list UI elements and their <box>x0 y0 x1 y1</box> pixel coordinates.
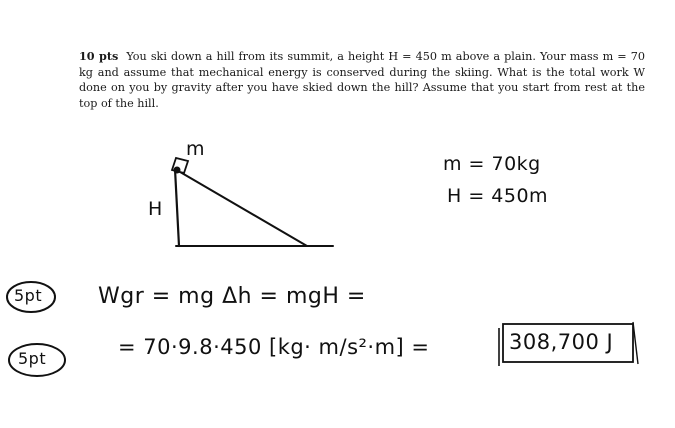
slope-line <box>175 169 307 246</box>
height-label: H <box>148 198 163 220</box>
grade-mark-1: 5pt <box>14 286 43 305</box>
given-mass: m = 70kg <box>443 153 541 175</box>
problem-points: 10 pts <box>79 49 119 63</box>
skier-block <box>172 158 188 174</box>
work-calculation: = 70·9.8·450 [kg· m/s²·m] = <box>118 335 430 359</box>
problem-text: You ski down a hill from its summit, a height H = 450 m above a plain. Your mass m = 70 kg and assume that mechanical energy is conserved during the skiing. What is the total work W done on you by gravity after you have skied down the hill? Assume that you start from rest at the top of the hill. <box>79 50 645 110</box>
mass-label: m <box>186 138 206 160</box>
work-equation: Wgr = mg Δh = mgH = <box>98 284 366 309</box>
grade-mark-2: 5pt <box>18 349 47 368</box>
given-height: H = 450m <box>447 185 549 207</box>
height-line <box>175 169 179 246</box>
final-answer: 308,700 J <box>509 330 614 354</box>
